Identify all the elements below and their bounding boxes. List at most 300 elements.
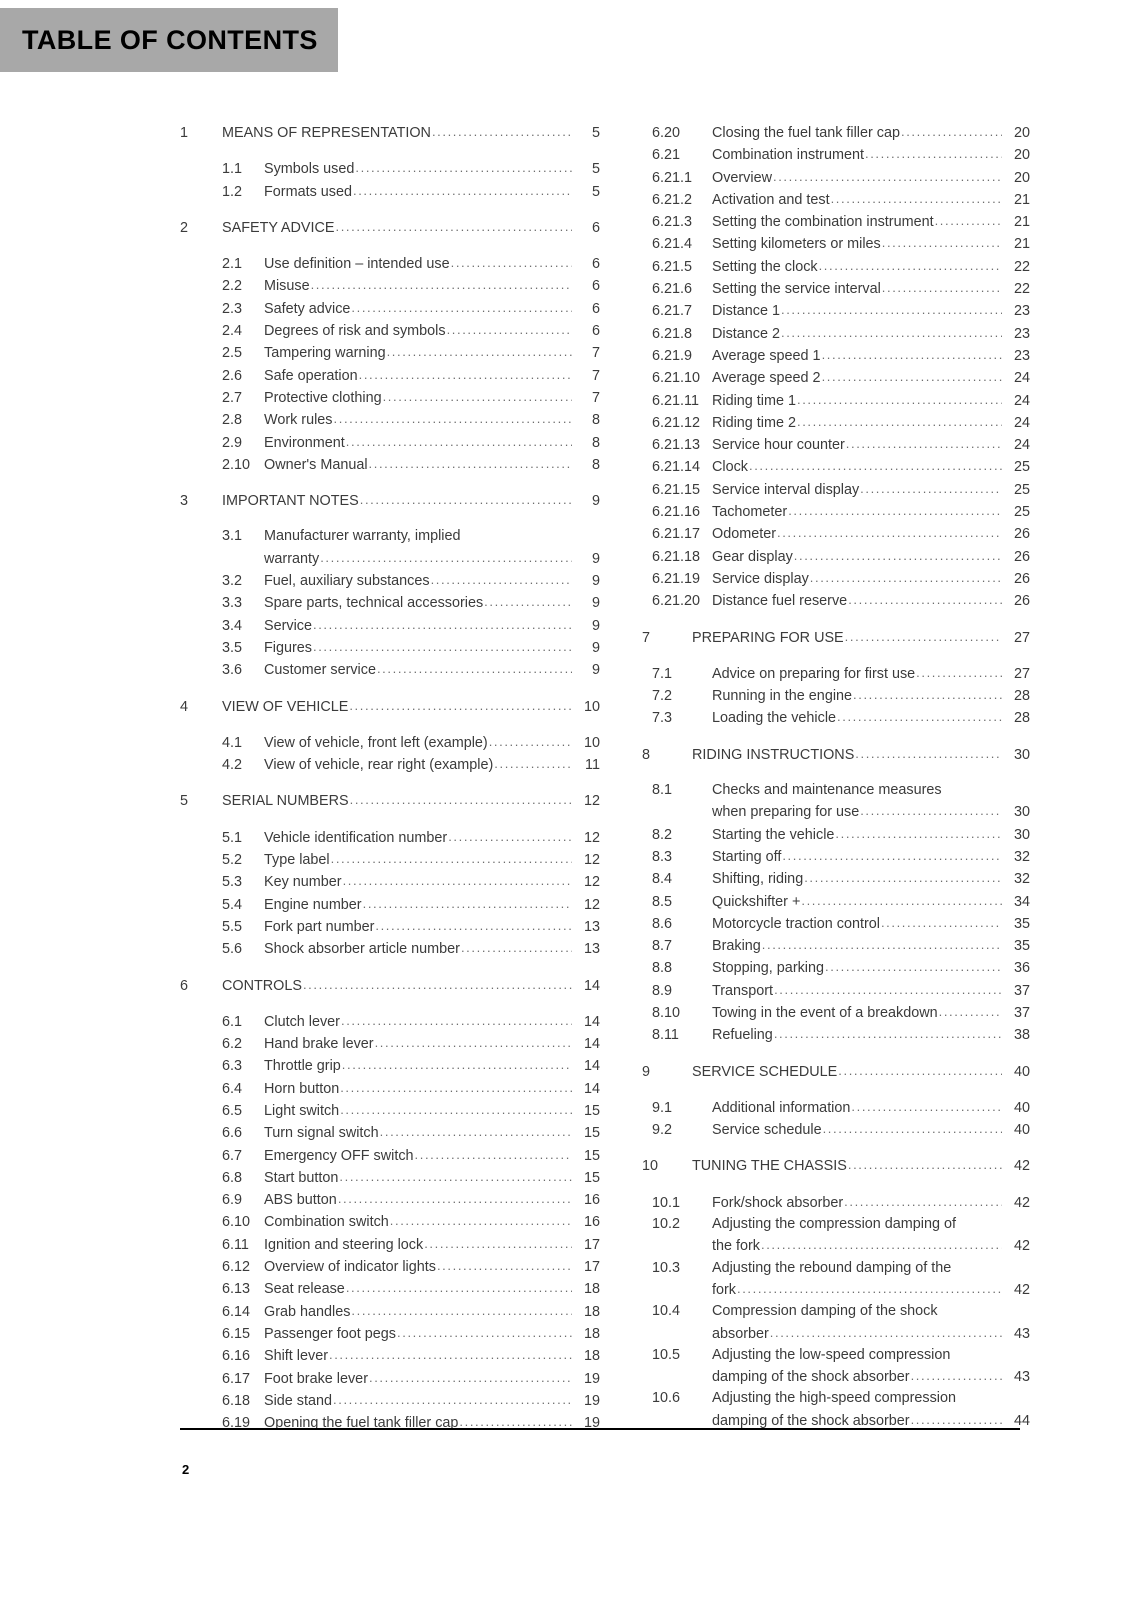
toc-entry-body xyxy=(264,158,600,180)
toc-entry-title: SAFETY ADVICE xyxy=(222,219,335,236)
toc-entry-title: Light switch xyxy=(264,1102,340,1119)
toc-entry[interactable] xyxy=(642,412,1030,434)
toc-leader-dots xyxy=(845,626,1002,647)
toc-entry[interactable] xyxy=(180,615,600,637)
toc-leader-dots xyxy=(797,411,1002,432)
toc-entry[interactable] xyxy=(180,217,600,239)
toc-entry-body xyxy=(264,253,600,275)
toc-leader-dots xyxy=(375,915,572,936)
toc-entry-number: 6.21.6 xyxy=(652,281,693,298)
toc-entry[interactable] xyxy=(642,323,1030,345)
toc-entry[interactable] xyxy=(642,501,1030,523)
toc-entry-body xyxy=(712,523,1030,545)
toc-entry-number: 6.11 xyxy=(222,1236,249,1253)
toc-leader-dots xyxy=(838,1060,1002,1081)
toc-entry[interactable] xyxy=(642,685,1030,707)
toc-entry-number: 5.1 xyxy=(222,829,243,846)
toc-leader-dots xyxy=(369,1367,572,1388)
toc-entry[interactable] xyxy=(642,744,1030,766)
toc-entry[interactable] xyxy=(180,158,600,180)
toc-entry[interactable] xyxy=(642,523,1030,545)
toc-entry-body xyxy=(264,615,600,637)
toc-entry[interactable] xyxy=(180,732,600,754)
toc-entry[interactable] xyxy=(180,916,600,938)
toc-entry-page: 25 xyxy=(1013,459,1030,476)
toc-entry-page: 37 xyxy=(1013,982,1030,999)
toc-entry[interactable] xyxy=(180,1033,600,1055)
toc-entry-body xyxy=(712,1192,1030,1214)
toc-entry[interactable] xyxy=(180,253,600,275)
toc-entry[interactable] xyxy=(642,913,1030,935)
toc-leader-dots xyxy=(761,1234,1002,1255)
toc-entry-number: 4 xyxy=(180,698,189,715)
toc-entry-page: 40 xyxy=(1013,1122,1030,1139)
toc-leader-dots xyxy=(804,867,1002,888)
toc-entry[interactable] xyxy=(642,1388,1030,1432)
toc-entry-body xyxy=(222,122,600,144)
page-header-band xyxy=(0,8,338,72)
toc-entry-body xyxy=(712,390,1030,412)
toc-entry-number: 9.1 xyxy=(652,1099,673,1116)
toc-entry-body xyxy=(264,1278,600,1300)
toc-entry[interactable] xyxy=(642,1258,1030,1302)
toc-leader-dots xyxy=(313,614,572,635)
toc-entry-body xyxy=(712,780,1030,824)
toc-entry-page: 9 xyxy=(591,493,600,510)
toc-entry[interactable] xyxy=(180,490,600,512)
toc-entry[interactable] xyxy=(642,1002,1030,1024)
toc-leader-dots xyxy=(788,500,1002,521)
toc-entry-title: Service schedule xyxy=(712,1122,822,1139)
toc-entry[interactable] xyxy=(180,871,600,893)
toc-entry[interactable] xyxy=(180,1301,600,1323)
toc-entry-title: Overview of indicator lights xyxy=(264,1259,436,1276)
toc-entry-number: 6.14 xyxy=(222,1303,251,1320)
toc-leader-dots xyxy=(881,912,1002,933)
toc-leader-dots xyxy=(320,547,572,568)
toc-entry[interactable] xyxy=(180,1145,600,1167)
toc-entry-body xyxy=(264,1145,600,1167)
toc-entry-page: 15 xyxy=(583,1102,600,1119)
toc-entry[interactable] xyxy=(180,1078,600,1100)
toc-entry-title: Start button xyxy=(264,1169,339,1186)
toc-entry-body xyxy=(264,1189,600,1211)
toc-entry-number: 6.21 xyxy=(652,147,681,164)
toc-entry[interactable] xyxy=(642,1119,1030,1141)
toc-entry[interactable] xyxy=(642,846,1030,868)
toc-entry[interactable] xyxy=(642,1192,1030,1214)
toc-entry-page: 19 xyxy=(583,1415,600,1432)
toc-entry-number: 6.1 xyxy=(222,1013,243,1030)
toc-leader-dots xyxy=(749,455,1002,476)
toc-entry-page: 20 xyxy=(1013,169,1030,186)
toc-entry-page: 13 xyxy=(583,918,600,935)
toc-entry[interactable] xyxy=(180,1189,600,1211)
toc-entry-page: 25 xyxy=(1013,504,1030,521)
toc-entry-title: SERVICE SCHEDULE xyxy=(692,1063,838,1080)
toc-entry-number: 6.21.15 xyxy=(652,481,701,498)
toc-entry[interactable] xyxy=(180,975,600,997)
toc-leader-dots xyxy=(390,1210,572,1231)
toc-entry[interactable] xyxy=(642,546,1030,568)
toc-leader-dots xyxy=(415,1144,572,1165)
toc-entry-body xyxy=(264,570,600,592)
toc-entry[interactable] xyxy=(180,754,600,776)
toc-entry-title: Quickshifter + xyxy=(712,893,801,910)
toc-leader-dots xyxy=(333,1389,572,1410)
toc-entry[interactable] xyxy=(180,181,600,203)
toc-leader-dots xyxy=(351,297,572,318)
toc-entry[interactable] xyxy=(642,456,1030,478)
toc-entry-title: Service interval display xyxy=(712,481,860,498)
toc-entry[interactable] xyxy=(180,827,600,849)
toc-entry-page: 28 xyxy=(1013,688,1030,705)
toc-entry-number: 6.21.18 xyxy=(652,548,701,565)
toc-entry-page: 14 xyxy=(583,1058,600,1075)
toc-leader-dots xyxy=(432,121,572,142)
toc-entry[interactable] xyxy=(180,637,600,659)
toc-entry-page: 24 xyxy=(1013,370,1030,387)
toc-entry-body xyxy=(264,871,600,893)
toc-entry[interactable] xyxy=(642,211,1030,233)
toc-entry[interactable] xyxy=(180,1390,600,1412)
toc-entry[interactable] xyxy=(180,1167,600,1189)
toc-column-right xyxy=(642,122,1030,1432)
toc-entry[interactable] xyxy=(180,1278,600,1300)
toc-entry[interactable] xyxy=(642,122,1030,144)
toc-entry[interactable] xyxy=(642,590,1030,612)
toc-entry-page: 42 xyxy=(1013,1281,1030,1298)
toc-entry-body xyxy=(264,526,600,570)
toc-leader-dots xyxy=(848,1154,1002,1175)
toc-entry-page: 9 xyxy=(591,550,600,567)
toc-entry-number: 10 xyxy=(642,1158,659,1175)
toc-entry[interactable] xyxy=(642,1097,1030,1119)
toc-entry[interactable] xyxy=(180,454,600,476)
toc-entry-number: 8.2 xyxy=(652,826,673,843)
toc-entry-title: Odometer xyxy=(712,526,776,543)
toc-entry-number: 8.8 xyxy=(652,960,673,977)
toc-entry-body xyxy=(712,546,1030,568)
toc-entry-body xyxy=(264,1055,600,1077)
toc-leader-dots xyxy=(794,545,1002,566)
toc-entry-number: 6.19 xyxy=(222,1415,251,1432)
toc-entry-title-line2: fork xyxy=(712,1281,736,1298)
toc-entry-body xyxy=(222,217,600,239)
toc-entry-title: Closing the fuel tank filler cap xyxy=(712,125,900,141)
toc-entry-body xyxy=(264,659,600,681)
toc-leader-dots xyxy=(387,341,572,362)
toc-entry-number: 1.2 xyxy=(222,183,243,200)
toc-entry-title: Fork/shock absorber xyxy=(712,1194,844,1211)
toc-entry-body xyxy=(712,278,1030,300)
toc-entry-body xyxy=(264,894,600,916)
toc-leader-dots xyxy=(484,591,572,612)
toc-entry-page: 26 xyxy=(1013,548,1030,565)
toc-leader-dots xyxy=(822,344,1002,365)
toc-entry[interactable] xyxy=(180,1234,600,1256)
toc-entry[interactable] xyxy=(180,592,600,614)
toc-entry[interactable] xyxy=(180,790,600,812)
toc-entry-number: 6.21.5 xyxy=(652,258,693,275)
toc-entry[interactable] xyxy=(180,1011,600,1033)
toc-entry[interactable] xyxy=(642,367,1030,389)
toc-entry-title: Side stand xyxy=(264,1392,333,1409)
toc-leader-dots xyxy=(461,937,572,958)
toc-leader-dots xyxy=(437,1255,572,1276)
toc-entry-title: Setting the clock xyxy=(712,258,818,275)
toc-entry-page: 6 xyxy=(591,300,600,317)
toc-entry[interactable] xyxy=(180,938,600,960)
toc-entry-number: 6.17 xyxy=(222,1370,251,1387)
toc-entry[interactable] xyxy=(642,980,1030,1002)
toc-entry-body xyxy=(712,1214,1030,1258)
toc-entry[interactable] xyxy=(642,957,1030,979)
toc-entry[interactable] xyxy=(180,320,600,342)
toc-entry-page: 18 xyxy=(583,1303,600,1320)
toc-entry-title: Riding time 2 xyxy=(712,414,796,431)
toc-entry-number: 6.9 xyxy=(222,1192,243,1209)
toc-entry[interactable] xyxy=(642,144,1030,166)
toc-entry[interactable] xyxy=(642,233,1030,255)
toc-entry-body xyxy=(712,211,1030,233)
toc-leader-dots xyxy=(774,979,1002,1000)
toc-entry-body xyxy=(712,707,1030,729)
toc-entry-title: Protective clothing xyxy=(264,389,382,406)
toc-entry-number: 3.6 xyxy=(222,662,243,679)
toc-entry[interactable] xyxy=(180,1256,600,1278)
toc-entry-number: 8.11 xyxy=(652,1027,679,1044)
toc-entry-page: 21 xyxy=(1013,214,1030,231)
toc-entry[interactable] xyxy=(180,298,600,320)
toc-leader-dots xyxy=(334,408,572,429)
toc-entry-body xyxy=(712,323,1030,345)
toc-entry[interactable] xyxy=(642,345,1030,367)
toc-entry[interactable] xyxy=(180,696,600,718)
toc-entry-page: 23 xyxy=(1013,325,1030,342)
toc-entry-title: Adjusting the high-speed compression xyxy=(712,1390,956,1407)
toc-entry-page: 6 xyxy=(591,323,600,340)
toc-entry-page: 9 xyxy=(591,617,600,634)
toc-entry[interactable] xyxy=(180,1323,600,1345)
toc-entry[interactable] xyxy=(180,1100,600,1122)
toc-entry[interactable] xyxy=(180,432,600,454)
toc-entry-number: 10.1 xyxy=(652,1194,681,1211)
toc-entry-number: 7.3 xyxy=(652,710,673,727)
toc-entry-title: Distance 2 xyxy=(712,325,780,342)
toc-entry[interactable] xyxy=(642,479,1030,501)
toc-entry[interactable] xyxy=(642,256,1030,278)
toc-entry-body xyxy=(692,1155,1030,1177)
toc-entry-title: Use definition – intended use xyxy=(264,256,450,273)
toc-entry[interactable] xyxy=(642,1301,1030,1345)
toc-leader-dots xyxy=(360,489,572,510)
toc-entry[interactable] xyxy=(642,568,1030,590)
toc-entry[interactable] xyxy=(642,189,1030,211)
toc-entry-title-line2: the fork xyxy=(712,1238,760,1255)
toc-leader-dots xyxy=(844,1191,1002,1212)
toc-entry-number: 6.15 xyxy=(222,1325,251,1342)
toc-entry-title: Grab handles xyxy=(264,1303,351,1320)
toc-entry[interactable] xyxy=(642,278,1030,300)
toc-entry-page: 12 xyxy=(583,896,600,913)
toc-entry-body xyxy=(712,824,1030,846)
toc-entry-number: 5.2 xyxy=(222,852,243,869)
toc-entry[interactable] xyxy=(642,627,1030,649)
toc-entry[interactable] xyxy=(180,122,600,144)
toc-entry-page: 16 xyxy=(583,1214,600,1231)
toc-entry-page: 20 xyxy=(1013,147,1030,164)
toc-entry-page: 21 xyxy=(1013,191,1030,208)
toc-entry-page: 9 xyxy=(591,595,600,612)
toc-entry[interactable] xyxy=(642,935,1030,957)
toc-leader-dots xyxy=(837,706,1002,727)
toc-entry-body xyxy=(712,1345,1030,1389)
toc-entry[interactable] xyxy=(642,167,1030,189)
toc-entry-title: Setting the combination instrument xyxy=(712,214,934,231)
toc-entry[interactable] xyxy=(642,707,1030,729)
toc-entry-number: 4.1 xyxy=(222,734,243,751)
toc-entry-title: Vehicle identification number xyxy=(264,829,448,846)
toc-entry[interactable] xyxy=(642,300,1030,322)
toc-entry-title: Gear display xyxy=(712,548,793,565)
toc-entry-page: 19 xyxy=(583,1370,600,1387)
toc-entry-number: 6.21.19 xyxy=(652,570,701,587)
toc-entry[interactable] xyxy=(180,570,600,592)
toc-leader-dots xyxy=(375,1032,572,1053)
toc-entry-body xyxy=(692,627,1030,649)
toc-entry[interactable] xyxy=(180,1368,600,1390)
toc-entry[interactable] xyxy=(642,1024,1030,1046)
toc-entry-page: 30 xyxy=(1013,746,1030,763)
toc-leader-dots xyxy=(939,1001,1002,1022)
toc-entry-body xyxy=(712,233,1030,255)
toc-entry-page: 21 xyxy=(1013,236,1030,253)
toc-entry-page: 23 xyxy=(1013,303,1030,320)
toc-entry[interactable] xyxy=(180,409,600,431)
toc-entry[interactable] xyxy=(642,891,1030,913)
toc-entry-title: RIDING INSTRUCTIONS xyxy=(692,746,855,763)
toc-entry[interactable] xyxy=(180,365,600,387)
toc-leader-dots xyxy=(797,389,1002,410)
toc-entry[interactable] xyxy=(180,275,600,297)
toc-leader-dots xyxy=(855,743,1002,764)
toc-entry-body xyxy=(264,849,600,871)
toc-entry-body xyxy=(264,1412,600,1434)
toc-entry-title: Manufacturer warranty, implied xyxy=(264,528,461,545)
toc-entry[interactable] xyxy=(642,824,1030,846)
toc-entry-title: Service hour counter xyxy=(712,437,845,454)
toc-entry[interactable] xyxy=(642,1345,1030,1389)
toc-entry-number: 8.10 xyxy=(652,1004,681,1021)
toc-entry-body xyxy=(712,456,1030,478)
toc-entry-page: 13 xyxy=(583,941,600,958)
toc-entry-title: Distance 1 xyxy=(712,303,780,320)
toc-entry-title: Degrees of risk and symbols xyxy=(264,323,446,340)
toc-entry[interactable] xyxy=(180,1055,600,1077)
toc-leader-dots xyxy=(338,1188,572,1209)
toc-entry-body xyxy=(222,696,600,718)
toc-entry-page: 20 xyxy=(1013,125,1030,141)
toc-entry-body xyxy=(264,432,600,454)
toc-entry-body xyxy=(712,590,1030,612)
toc-entry[interactable] xyxy=(180,1412,600,1434)
toc-entry-title: CONTROLS xyxy=(222,977,302,994)
toc-leader-dots xyxy=(865,143,1002,164)
toc-entry[interactable] xyxy=(642,1214,1030,1258)
toc-entry[interactable] xyxy=(180,659,600,681)
toc-entry-body xyxy=(264,916,600,938)
toc-entry-page: 22 xyxy=(1013,281,1030,298)
toc-entry-number: 8.7 xyxy=(652,938,673,955)
toc-entry-page: 12 xyxy=(583,852,600,869)
toc-entry-title: Adjusting the compression damping of xyxy=(712,1216,956,1233)
toc-entry-page: 9 xyxy=(591,573,600,590)
toc-entry-body xyxy=(264,1011,600,1033)
toc-entry[interactable] xyxy=(642,1061,1030,1083)
toc-entry-body xyxy=(692,1061,1030,1083)
toc-entry[interactable] xyxy=(180,1211,600,1233)
toc-entry[interactable] xyxy=(642,434,1030,456)
toc-entry[interactable] xyxy=(180,387,600,409)
toc-entry[interactable] xyxy=(642,1155,1030,1177)
toc-entry-body xyxy=(264,1368,600,1390)
toc-entry-body xyxy=(264,1100,600,1122)
toc-entry-body xyxy=(712,479,1030,501)
toc-entry-page: 9 xyxy=(591,639,600,656)
toc-entry-number: 3.1 xyxy=(222,528,243,545)
toc-entry-page: 38 xyxy=(1013,1027,1030,1044)
toc-entry-page: 42 xyxy=(1013,1194,1030,1211)
toc-entry-number: 2.6 xyxy=(222,367,243,384)
toc-leader-dots xyxy=(346,431,572,452)
toc-entry[interactable] xyxy=(642,868,1030,890)
toc-entry-page: 42 xyxy=(1013,1158,1030,1175)
toc-entry[interactable] xyxy=(180,342,600,364)
toc-leader-dots xyxy=(380,1121,572,1142)
toc-entry-body xyxy=(264,637,600,659)
toc-entry-number: 3.3 xyxy=(222,595,243,612)
toc-entry-title: Customer service xyxy=(264,662,376,679)
toc-leader-dots xyxy=(737,1278,1002,1299)
toc-entry[interactable] xyxy=(180,849,600,871)
toc-entry-title: Service xyxy=(264,617,312,634)
toc-entry[interactable] xyxy=(642,780,1030,824)
toc-entry-body xyxy=(712,167,1030,189)
toc-column-left xyxy=(180,122,600,1434)
toc-entry-page: 14 xyxy=(583,1080,600,1097)
toc-entry-number: 2 xyxy=(180,219,189,236)
table-of-contents xyxy=(0,122,1130,1434)
toc-entry[interactable] xyxy=(180,894,600,916)
toc-entry-number: 6.21.11 xyxy=(652,392,699,409)
toc-entry[interactable] xyxy=(642,663,1030,685)
toc-entry-number: 2.7 xyxy=(222,389,243,406)
toc-entry-page: 30 xyxy=(1013,804,1030,821)
toc-leader-dots xyxy=(822,366,1002,387)
toc-entry[interactable] xyxy=(180,526,600,570)
toc-entry[interactable] xyxy=(180,1345,600,1367)
toc-entry-page: 6 xyxy=(591,256,600,273)
toc-entry-body xyxy=(712,1024,1030,1046)
toc-entry-body xyxy=(222,490,600,512)
toc-entry-number: 3.4 xyxy=(222,617,243,634)
toc-entry[interactable] xyxy=(180,1122,600,1144)
toc-leader-dots xyxy=(774,1023,1002,1044)
toc-leader-dots xyxy=(823,1118,1002,1139)
toc-entry-page: 37 xyxy=(1013,1004,1030,1021)
toc-entry[interactable] xyxy=(642,390,1030,412)
